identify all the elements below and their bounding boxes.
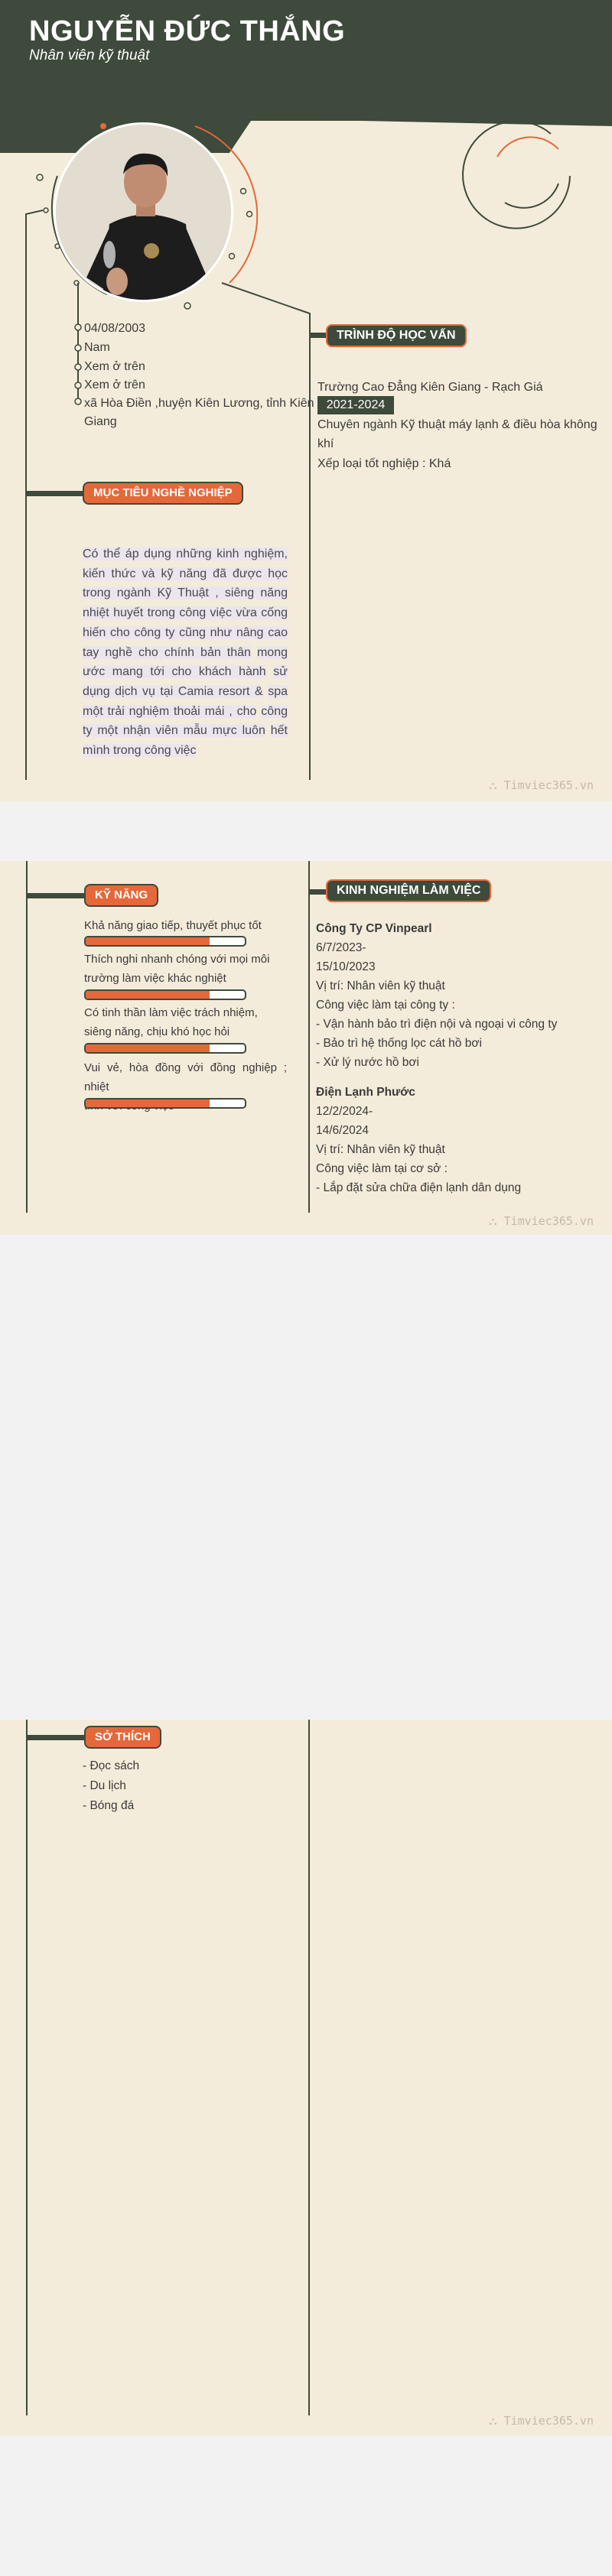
skill-4-bar (84, 1098, 246, 1109)
skill-fill (86, 1100, 210, 1107)
hobbies-title: SỞ THÍCH (84, 1726, 161, 1749)
objective-line: mong ước mang tới cho khách hành (83, 645, 288, 679)
hobby-item: - Bóng đá (83, 1799, 135, 1812)
objective-line: trong ngành Kỹ Thuật , siêng năng (83, 586, 288, 600)
avatar (54, 122, 233, 302)
education-title: TRÌNH ĐỘ HỌC VẤN (326, 324, 467, 347)
skill-fill (86, 937, 210, 945)
skill-fill (86, 1044, 210, 1052)
job-1-duty-title: Công việc làm tại công ty : (316, 999, 455, 1012)
watermark: ⛬ Timviec365.vn (489, 2414, 594, 2428)
birthdate: 04/08/2003 (84, 322, 146, 335)
cv-page-1 (0, 0, 612, 801)
objective-line: spa một trải nghiệm thoải mái , cho (83, 684, 288, 718)
candidate-role: Nhân viên kỹ thuật (29, 47, 150, 63)
job-1-end: 15/10/2023 (316, 960, 376, 973)
skill-line: Vui vẻ, hòa đồng với đồng nghiệp ; nhiệt (84, 1061, 287, 1093)
job-1-duty: - Xử lý nước hồ bơi (316, 1056, 419, 1069)
job-1-duty: - Vận hành bảo trì điện nội và ngoại vi công ty (316, 1018, 558, 1031)
right-rail (308, 1720, 310, 2415)
address-line-1: xã Hòa Điền ,huyện Kiên Lương, tỉnh Kiên (84, 397, 314, 410)
watermark: ⛬ Timviec365.vn (489, 778, 594, 792)
skill-line: Có tinh thần làm việc trách nhiệm, (84, 1006, 258, 1019)
job-2-end: 14/6/2024 (316, 1124, 369, 1137)
objective-line: công ty một nhận viên mẫu mực luôn (83, 704, 288, 738)
skill-1-text (84, 916, 287, 935)
objective-line: sử dụng dịch vụ tại Camia resort & (83, 665, 288, 698)
skill-fill (86, 991, 210, 999)
candidate-name: NGUYỄN ĐỨC THẮNG (29, 15, 346, 47)
hobbies-connector (26, 1735, 86, 1740)
watermark-text: Timviec365.vn (503, 778, 594, 792)
experience-connector (308, 889, 327, 895)
hobby-item: - Du lịch (83, 1779, 126, 1792)
job-1-duty: - Bảo trì hệ thống lọc cát hồ bơi (316, 1037, 482, 1050)
watermark: ⛬ Timviec365.vn (489, 1214, 594, 1228)
job-2-start: 12/2/2024- (316, 1105, 373, 1118)
job-2-position: Vị trí: Nhân viên kỹ thuật (316, 1143, 445, 1156)
hobby-item: - Đọc sách (83, 1759, 140, 1772)
experience-title: KINH NGHIỆM LÀM VIỆC (326, 879, 491, 902)
objective-text (83, 544, 288, 761)
watermark-text: Timviec365.vn (503, 2414, 594, 2428)
objective-title: MỤC TIÊU NGHỀ NGHIỆP (83, 482, 243, 505)
skill-2-bar (84, 989, 246, 1000)
skill-1-bar (84, 936, 246, 947)
watermark-text: Timviec365.vn (503, 1214, 594, 1228)
objective-line: Có thể áp dụng những kinh nghiệm, (83, 547, 288, 560)
education-school: Trường Cao Đẳng Kiên Giang - Rạch Giá (317, 381, 543, 394)
cv-page-3 (0, 1720, 612, 2436)
job-2-duty: - Lắp đặt sửa chữa điện lạnh dân dụng (316, 1181, 522, 1194)
education-connector (310, 333, 327, 338)
left-rail (26, 1720, 28, 2415)
skill-line: Thích nghi nhanh chóng với mọi môi (84, 953, 270, 966)
skills-title: KỸ NĂNG (84, 884, 158, 907)
gender: Nam (84, 341, 110, 354)
education-major-1: Chuyên ngành Kỹ thuật máy lạnh & điều hòa không (317, 418, 597, 431)
job-2-duty-title: Công việc làm tại cơ sở : (316, 1162, 448, 1175)
address-line-2: Giang (84, 415, 117, 428)
objective-line: kiến thức và kỹ năng đã được học (83, 567, 288, 580)
job-1-position: Vị trí: Nhân viên kỹ thuật (316, 979, 445, 992)
education-years: 2021-2024 (317, 396, 394, 414)
job-1-company: Công Ty CP Vinpearl (316, 922, 432, 935)
education-major-2: khí (317, 437, 334, 450)
education-grade: Xếp loại tốt nghiệp : Khá (317, 457, 451, 470)
job-1-start: 6/7/2023- (316, 941, 366, 954)
skill-3-text (84, 1003, 287, 1041)
skills-connector (26, 893, 86, 898)
right-rail (308, 861, 310, 1213)
skill-3-bar (84, 1043, 246, 1054)
left-rail (26, 861, 28, 1213)
objective-connector (26, 491, 83, 496)
job-2-company: Điện Lạnh Phước (316, 1086, 415, 1099)
skill-2-text (84, 950, 287, 988)
residence-1: Xem ở trên (84, 360, 145, 373)
objective-line: nhiệt huyết trong công việc vừa cống (83, 606, 288, 620)
skill-line: Khả năng giao tiếp, thuyết phục tốt (84, 919, 262, 932)
objective-line: hết mình trong công việc (83, 724, 288, 758)
skill-line: trường làm việc khác nghiệt (84, 972, 226, 985)
residence-2: Xem ở trên (84, 378, 145, 391)
avatar-photo-icon (56, 125, 233, 302)
cv-page-2 (0, 861, 612, 1235)
skill-line: siêng năng, chịu khó học hỏi (84, 1025, 230, 1038)
objective-line: tay nghề cho chính bản thân (83, 645, 251, 659)
objective-line: hiến cho công ty cũng như nâng cao (83, 625, 288, 639)
